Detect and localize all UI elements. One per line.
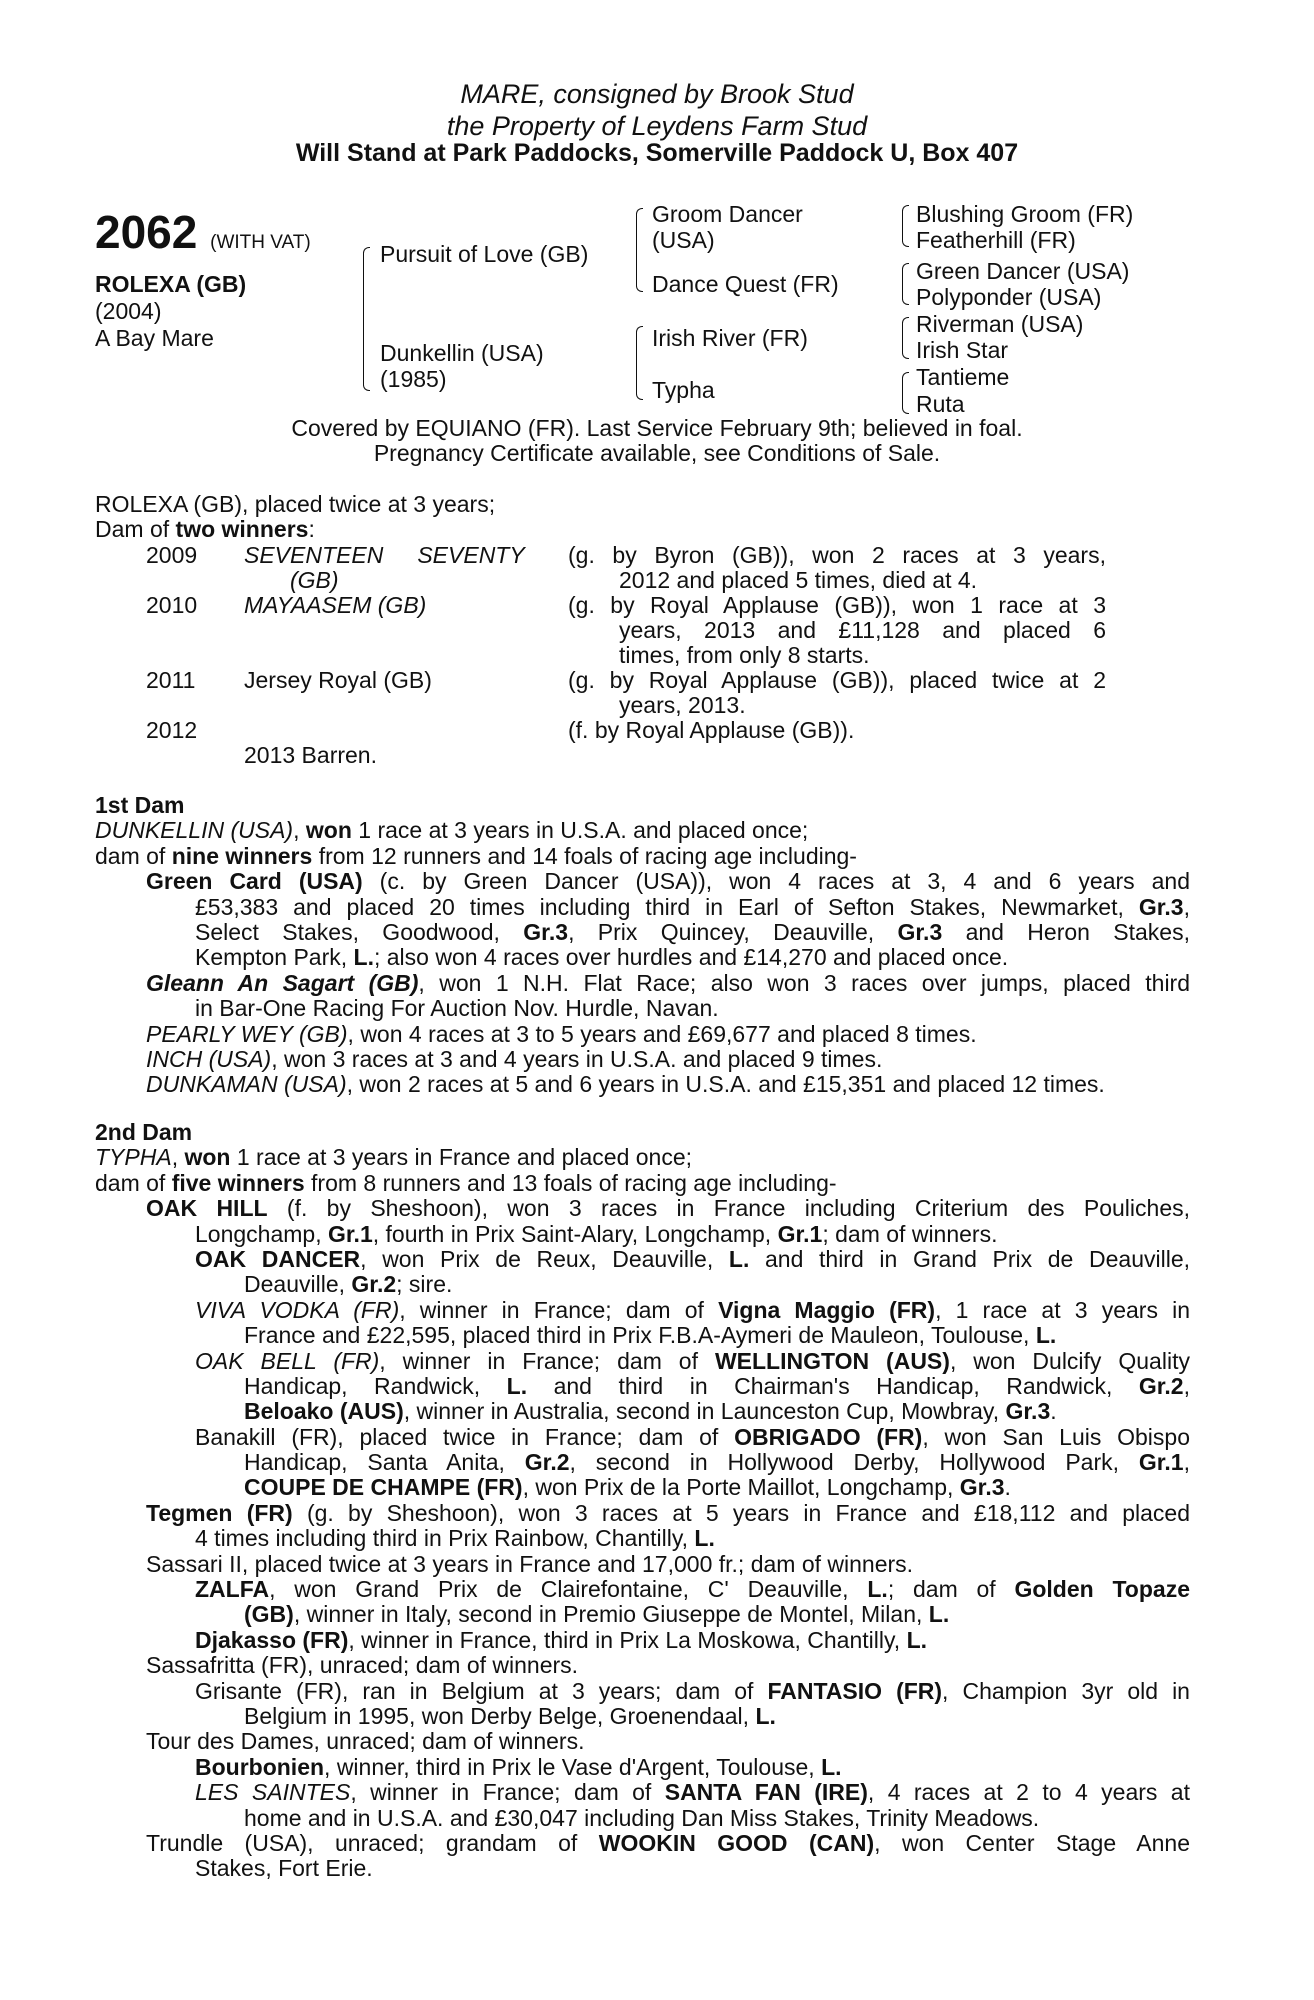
- produce-dam-of: Dam of two winners:: [95, 516, 315, 542]
- pedigree-dd: Typha: [652, 377, 715, 403]
- pedigree-dam-year: (1985): [380, 366, 447, 392]
- runner-line: Handicap, Randwick, L. and third in Chairman's Handicap, Randwick, Gr.2,: [244, 1372, 1190, 1399]
- runner-line: OAK HILL (f. by Sheshoon), won 3 races in France including Criterium des Pouliches,: [146, 1195, 1191, 1222]
- runner-line: Handicap, Santa Anita, Gr.2, second in Hollywood Derby, Hollywood Park, Gr.1,: [244, 1449, 1190, 1476]
- pedigree-dds: Tantieme: [916, 364, 1010, 390]
- horse-year: (2004): [95, 298, 162, 324]
- pedigree-ss-country: (USA): [652, 227, 715, 253]
- runner-line: Select Stakes, Goodwood, Gr.3, Prix Quincey, Deauville, Gr.3 and Heron Stakes,: [195, 918, 1190, 945]
- runner-line: VIVA VODKA (FR), winner in France; dam of Vigna Maggio (FR), 1 race at 3 years in: [195, 1296, 1190, 1323]
- pedigree-sds: Green Dancer (USA): [916, 258, 1130, 284]
- produce-detail: (g. by Royal Applause (GB)), placed twice at 2: [568, 667, 1106, 693]
- pedigree-sire: Pursuit of Love (GB): [380, 241, 589, 267]
- produce-name-country: (GB): [290, 567, 339, 593]
- runner-line: Longchamp, Gr.1, fourth in Prix Saint-Alary, Longchamp, Gr.1; dam of winners.: [195, 1220, 998, 1247]
- stand-location: Will Stand at Park Paddocks, Somerville Paddock U, Box 407: [295, 139, 1019, 167]
- runner-line: OAK DANCER, won Prix de Reux, Deauville, L. and third in Grand Prix de Deauville,: [195, 1245, 1190, 1272]
- runner-line: Trundle (USA), unraced; grandam of WOOKIN GOOD (CAN), won Center Stage Anne: [146, 1829, 1191, 1856]
- lot-number: 2062: [95, 206, 198, 258]
- produce-detail-cont: times, from only 8 starts.: [619, 642, 870, 668]
- dam-line: TYPHA, won 1 race at 3 years in France and placed once;: [95, 1144, 693, 1171]
- runner-line: 4 times including third in Prix Rainbow, Chantilly, L.: [195, 1525, 715, 1552]
- covered-line-1: Covered by EQUIANO (FR). Last Service February 9th; believed in foal.: [291, 415, 1023, 441]
- runner-line: Tour des Dames, unraced; dam of winners.: [146, 1728, 585, 1755]
- pedigree-ddd: Ruta: [916, 391, 965, 417]
- produce-detail: (f. by Royal Applause (GB)).: [568, 717, 855, 743]
- produce-name: SEVENTEEN SEVENTY: [244, 542, 525, 568]
- pedigree-bracket-6: [902, 317, 909, 359]
- runner-line: Green Card (USA) (c. by Green Dancer (USA)), won 4 races at 3, 4 and 6 years and: [146, 868, 1190, 895]
- produce-year: 2010: [146, 592, 198, 618]
- pedigree-dss: Riverman (USA): [916, 311, 1084, 337]
- produce-detail-cont: years, 2013.: [619, 692, 746, 718]
- produce-year: 2009: [146, 542, 198, 568]
- barren-note: 2013 Barren.: [244, 742, 377, 768]
- produce-intro: ROLEXA (GB), placed twice at 3 years;: [95, 491, 496, 517]
- runner-line: DUNKAMAN (USA), won 2 races at 5 and 6 years in U.S.A. and £15,351 and placed 12 times.: [146, 1071, 1105, 1098]
- produce-year: 2012: [146, 717, 198, 743]
- runner-line: Banakill (FR), placed twice in France; dam of OBRIGADO (FR), won San Luis Obispo: [195, 1423, 1190, 1450]
- runner-line: PEARLY WEY (GB), won 4 races at 3 to 5 years and £69,677 and placed 8 times.: [146, 1020, 977, 1047]
- covered-line-2: Pregnancy Certificate available, see Conditions of Sale.: [373, 440, 941, 466]
- pedigree-dam: Dunkellin (USA): [380, 340, 544, 366]
- runner-line: Grisante (FR), ran in Belgium at 3 years; dam of FANTASIO (FR), Champion 3yr old in: [195, 1677, 1190, 1704]
- runner-line: (GB), winner in Italy, second in Premio Giuseppe de Montel, Milan, L.: [244, 1601, 950, 1628]
- dam-of-line: dam of nine winners from 12 runners and 14 foals of racing age including-: [95, 842, 857, 869]
- pedigree-dsd: Irish Star: [916, 337, 1009, 363]
- pedigree-sss: Blushing Groom (FR): [916, 201, 1134, 227]
- produce-name: MAYAASEM (GB): [244, 592, 427, 618]
- pedigree-ssd: Featherhill (FR): [916, 227, 1076, 253]
- dam-line: DUNKELLIN (USA), won 1 race at 3 years in U.S.A. and placed once;: [95, 817, 809, 844]
- horse-description: A Bay Mare: [95, 325, 214, 351]
- pedigree-bracket-4: [902, 205, 909, 247]
- runner-line: Sassafritta (FR), unraced; dam of winners.: [146, 1652, 579, 1679]
- pedigree-sdd: Polyponder (USA): [916, 284, 1102, 310]
- pedigree-bracket-1: [363, 247, 370, 391]
- runner-line: Deauville, Gr.2; sire.: [244, 1271, 453, 1298]
- runner-line: £53,383 and placed 20 times including third in Earl of Sefton Stakes, Newmarket, Gr.3,: [195, 893, 1190, 920]
- runner-line: in Bar-One Racing For Auction Nov. Hurdle, Navan.: [195, 995, 719, 1022]
- horse-name: ROLEXA (GB): [95, 271, 247, 297]
- pedigree-bracket-7: [902, 372, 909, 414]
- produce-name: Jersey Royal (GB): [244, 667, 432, 693]
- produce-detail-cont: years, 2013 and £11,128 and placed 6: [619, 617, 1106, 643]
- runner-line: home and in U.S.A. and £30,047 including Dan Miss Stakes, Trinity Meadows.: [244, 1804, 1040, 1831]
- runner-line: Stakes, Fort Erie.: [195, 1855, 373, 1882]
- vat-label: (WITH VAT): [210, 232, 311, 253]
- produce-detail-cont: 2012 and placed 5 times, died at 4.: [619, 567, 978, 593]
- runner-line: Gleann An Sagart (GB), won 1 N.H. Flat Race; also won 3 races over jumps, placed third: [146, 969, 1191, 996]
- pedigree-ds: Irish River (FR): [652, 325, 808, 351]
- dam-of-line: dam of five winners from 8 runners and 13 foals of racing age including-: [95, 1169, 837, 1196]
- second-dam-section: [95, 1120, 1190, 1882]
- produce-detail: (g. by Byron (GB)), won 2 races at 3 years,: [568, 542, 1106, 568]
- runner-line: INCH (USA), won 3 races at 3 and 4 years in U.S.A. and placed 9 times.: [146, 1045, 883, 1072]
- pedigree-bracket-3: [636, 326, 643, 400]
- runner-line: OAK BELL (FR), winner in France; dam of WELLINGTON (AUS), won Dulcify Quality: [195, 1347, 1190, 1374]
- pedigree-bracket-2: [636, 208, 643, 292]
- pedigree-sd: Dance Quest (FR): [652, 271, 839, 297]
- first-dam-section: [95, 793, 1190, 1098]
- runner-line: Tegmen (FR) (g. by Sheshoon), won 3 races at 5 years in France and £18,112 and placed: [146, 1499, 1190, 1526]
- property-line: the Property of Leydens Farm Stud: [446, 111, 868, 141]
- runner-line: Beloako (AUS), winner in Australia, second in Launceston Cup, Mowbray, Gr.3.: [244, 1398, 1057, 1425]
- consignor-line: MARE, consigned by Brook Stud: [460, 79, 854, 109]
- section-heading: 2nd Dam: [95, 1119, 193, 1145]
- runner-line: LES SAINTES, winner in France; dam of SANTA FAN (IRE), 4 races at 2 to 4 years at: [195, 1779, 1190, 1806]
- runner-line: Kempton Park, L.; also won 4 races over hurdles and £14,270 and placed once.: [195, 944, 1009, 971]
- runner-line: ZALFA, won Grand Prix de Clairefontaine, C' Deauville, L.; dam of Golden Topaze: [195, 1576, 1190, 1603]
- runner-line: France and £22,595, placed third in Prix F.B.A-Aymeri de Mauleon, Toulouse, L.: [244, 1322, 1057, 1349]
- pedigree-bracket-5: [902, 263, 909, 305]
- runner-line: COUPE DE CHAMPE (FR), won Prix de la Porte Maillot, Longchamp, Gr.3.: [244, 1474, 1011, 1501]
- lot-number-block: [95, 208, 311, 267]
- produce-year: 2011: [146, 667, 196, 693]
- produce-detail: (g. by Royal Applause (GB)), won 1 race at 3: [568, 592, 1106, 618]
- section-heading: 1st Dam: [95, 792, 185, 818]
- runner-line: Bourbonien, winner, third in Prix le Vase d'Argent, Toulouse, L.: [195, 1753, 842, 1780]
- runner-line: Belgium in 1995, won Derby Belge, Groenendaal, L.: [244, 1702, 776, 1729]
- pedigree-ss: Groom Dancer: [652, 201, 803, 227]
- runner-line: Djakasso (FR), winner in France, third in Prix La Moskowa, Chantilly, L.: [195, 1626, 928, 1653]
- runner-line: Sassari II, placed twice at 3 years in France and 17,000 fr.; dam of winners.: [146, 1550, 914, 1577]
